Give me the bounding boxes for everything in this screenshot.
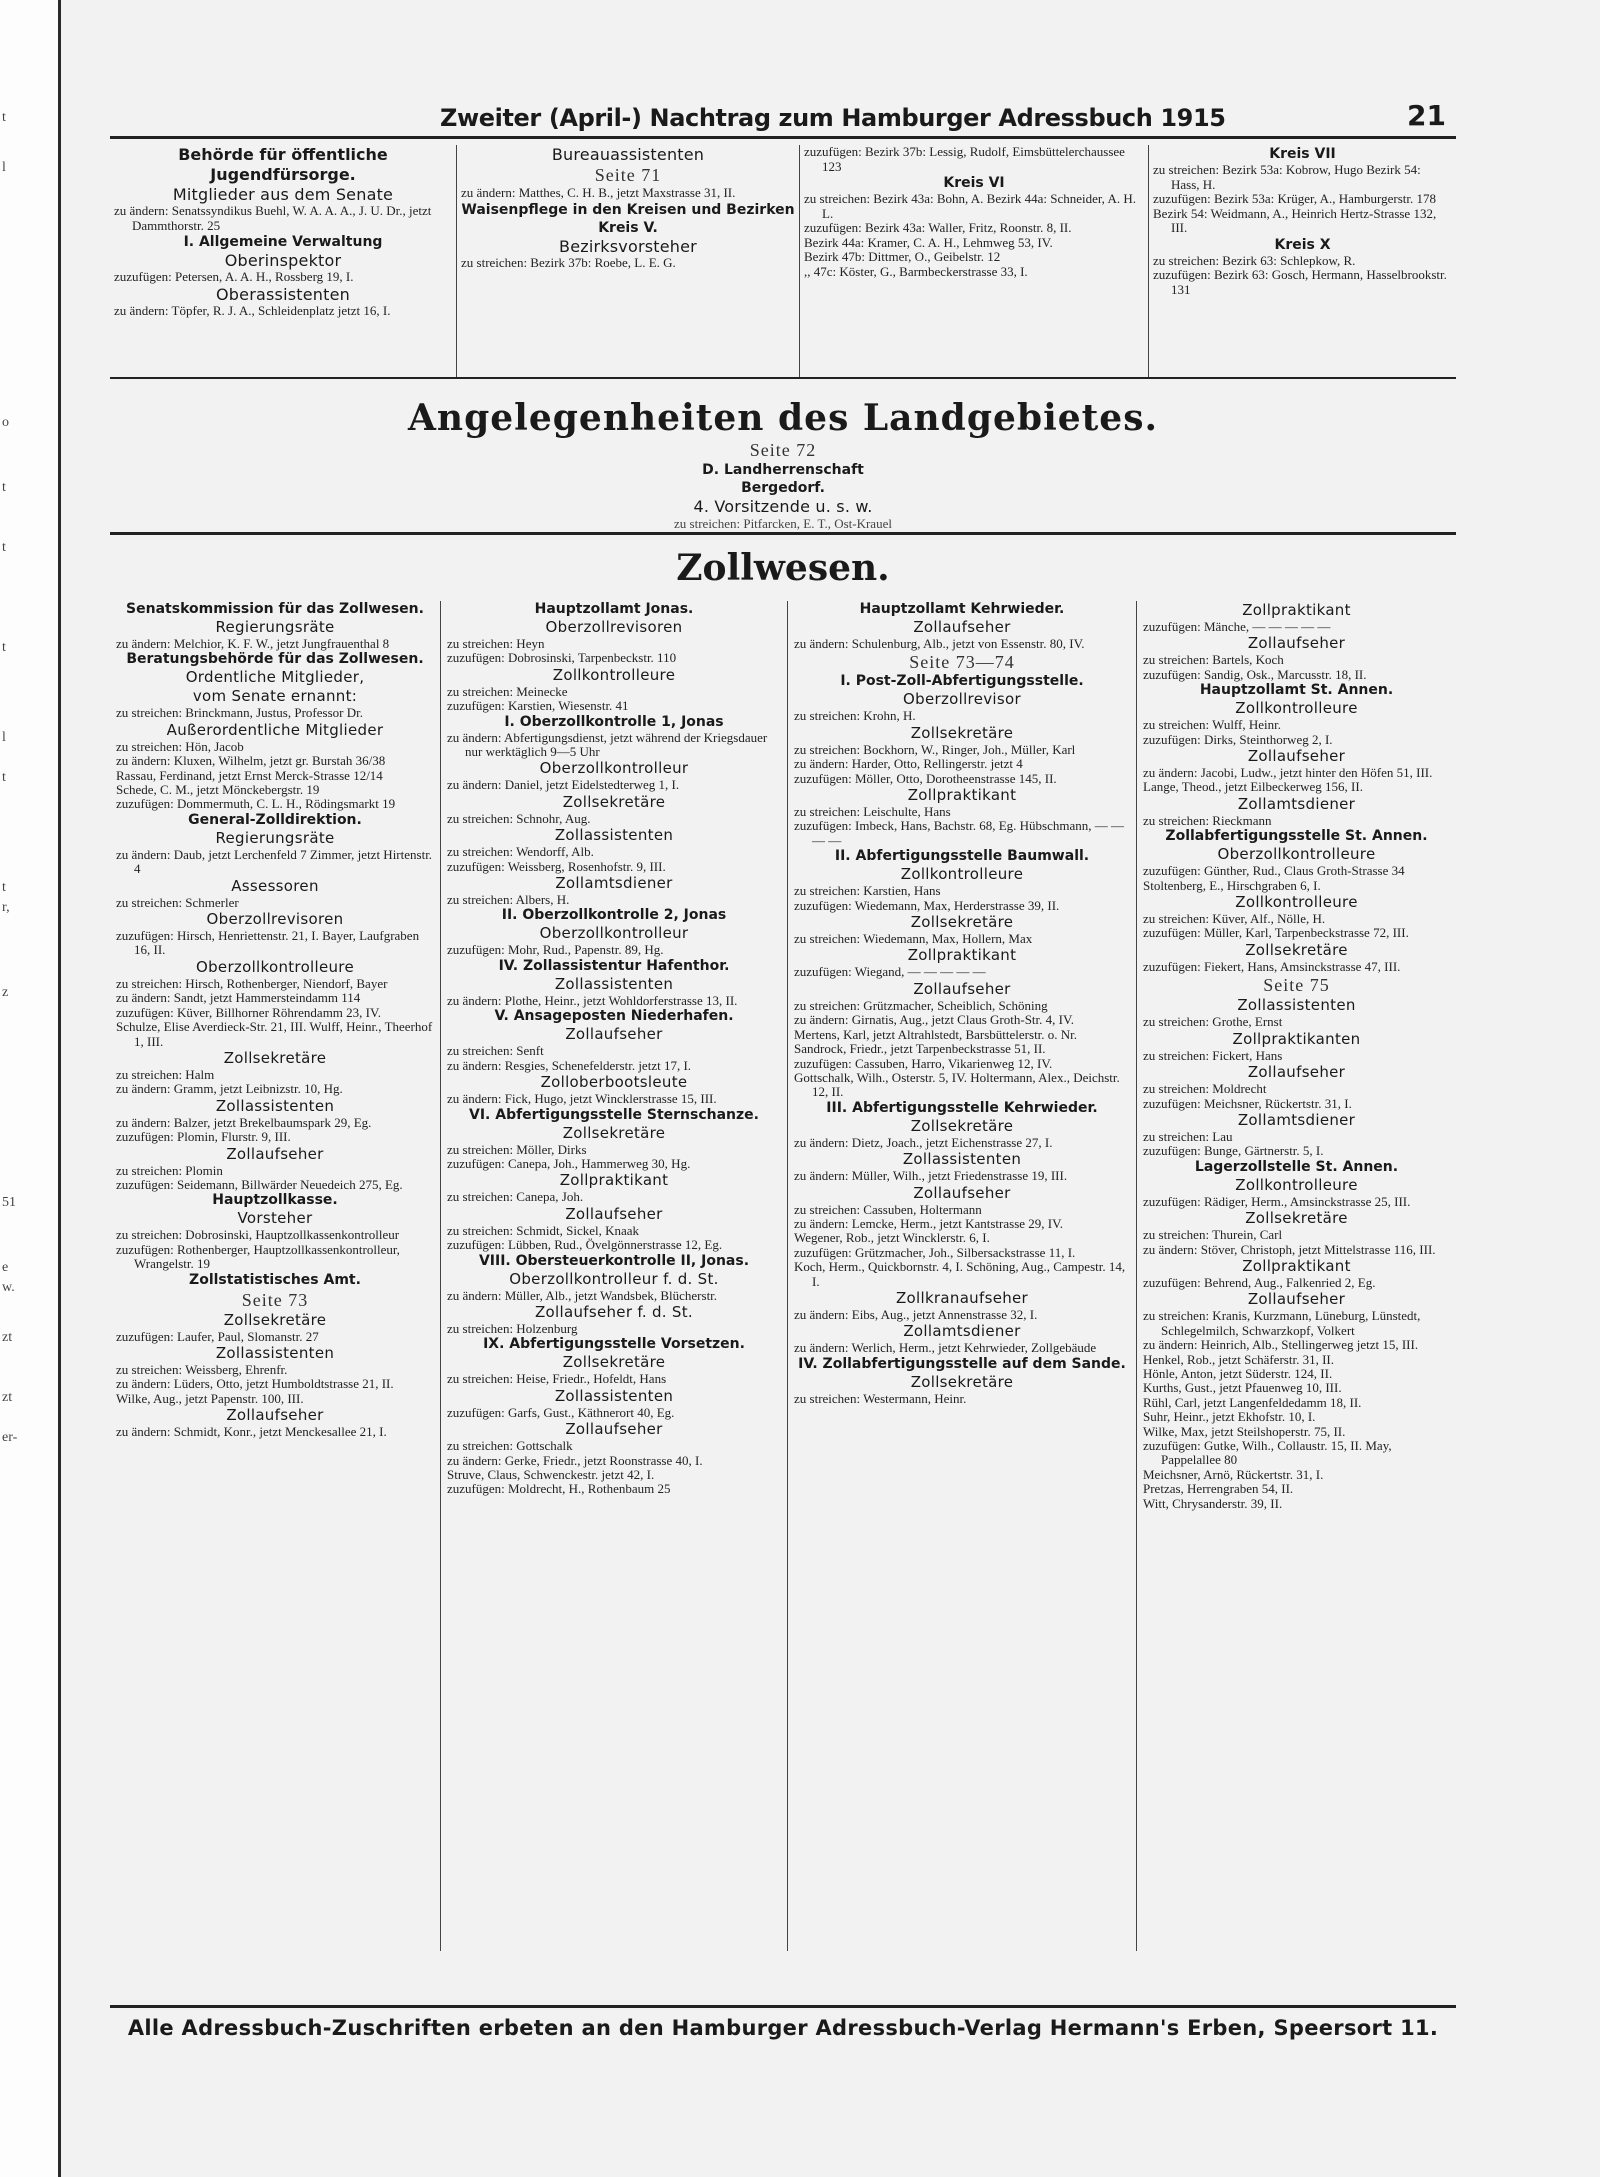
- entry: zu streichen: Bezirk 43a: Bohn, A. Bezirk 44a: Schneider, A. H. L.: [804, 191, 1136, 221]
- margin-fragment: t: [2, 480, 6, 495]
- section-heading: Hauptzollkasse.: [212, 1192, 338, 1209]
- category-heading: Zollsekretäre: [910, 913, 1014, 932]
- margin-fragment: w.: [2, 1280, 15, 1295]
- zoll-column-1: [110, 601, 441, 1951]
- section-heading: IV. Zollassistentur Hafenthor.: [498, 957, 730, 974]
- entry: zu streichen: Bartels, Koch: [1143, 652, 1284, 668]
- entry: zu ändern: Gerke, Friedr., jetzt Roonstrasse 40, I.: [447, 1452, 703, 1468]
- landgebiet-title: Angelegenheiten des Landgebietes.: [407, 397, 1159, 439]
- entry: Schede, C. M., jetzt Mönckebergstr. 19: [116, 782, 320, 798]
- entry: zu ändern: Dietz, Joach., jetzt Eichenstrasse 27, I.: [794, 1134, 1053, 1150]
- entry: zu streichen: Wendorff, Alb.: [447, 844, 594, 860]
- entry: Wegener, Rob., jetzt Wincklerstr. 6, I.: [794, 1230, 990, 1246]
- margin-fragment: r,: [2, 900, 10, 915]
- entry: zu streichen: Heyn: [447, 636, 545, 651]
- entry: zuzufügen: Meichsner, Rückertstr. 31, I.: [1143, 1095, 1352, 1111]
- entry: zuzufügen: Gutke, Wilh., Collaustr. 15, II. May, Pappelallee 80: [1143, 1438, 1392, 1468]
- entry: zu streichen: Albers, H.: [447, 892, 570, 908]
- entry: zu streichen: Thurein, Carl: [1143, 1227, 1283, 1243]
- entry: zu ändern: Senatssyndikus Buehl, W. A. A. A., J. U. Dr., jetzt Dammthorstr. 25: [114, 203, 432, 233]
- category-heading: Zollamtsdiener: [555, 874, 673, 893]
- entry: zuzufügen: Rädiger, Herm., Amsinckstrasse 25, III.: [1143, 1193, 1411, 1209]
- category-heading: Oberzollkontrolleure: [1217, 845, 1376, 864]
- entry: Wilke, Aug., jetzt Papenstr. 100, III.: [116, 1390, 304, 1406]
- entry: zu ändern: Kluxen, Wilhelm, jetzt gr. Burstah 36/38: [116, 753, 386, 769]
- entry: zuzufügen: Moldrecht, H., Rothenbaum 25: [447, 1481, 671, 1497]
- entry: zuzufügen: Petersen, A. A. H., Rossberg 19, I.: [114, 269, 354, 284]
- entry: zu ändern: Jacobi, Ludw., jetzt hinter den Höfen 51, III.: [1143, 765, 1433, 781]
- category-heading: Zollsekretäre: [223, 1048, 327, 1067]
- category-heading: Zollaufseher: [913, 1183, 1011, 1202]
- category-heading: Zollpraktikant: [1242, 1256, 1351, 1275]
- category-heading: Zollpraktikant: [907, 786, 1017, 805]
- margin-fragment: zt: [2, 1390, 13, 1405]
- category-heading: Regierungsräte: [215, 828, 335, 847]
- entry: zu streichen: Möller, Dirks: [447, 1141, 587, 1157]
- category-heading: Zollsekretäre: [1245, 1209, 1348, 1228]
- entry: zu ändern: Eibs, Aug., jetzt Annenstrasse 32, I.: [794, 1306, 1038, 1322]
- section-heading: V. Ansageposten Niederhafen.: [494, 1008, 734, 1025]
- entry: zu streichen: Gottschalk: [447, 1438, 573, 1454]
- top-column-4: [1149, 145, 1456, 377]
- landgebiet-entry: zu streichen: Pitfarcken, E. T., Ost-Krauel: [674, 516, 892, 531]
- entry: zu ändern: Müller, Wilh., jetzt Friedenstrasse 19, III.: [794, 1168, 1068, 1184]
- category-heading: Oberzollkontrolleur f. d. St.: [509, 1269, 719, 1288]
- entry: zuzufügen: Dirks, Steinthorweg 2, I.: [1143, 731, 1333, 747]
- entry: zuzufügen: Imbeck, Hans, Bachstr. 68, Eg. Hübschmann, — — — —: [794, 818, 1124, 848]
- category-heading: Zollkontrolleure: [1235, 699, 1358, 718]
- landgebiet-category: 4. Vorsitzende u. s. w.: [693, 497, 873, 516]
- section-heading: VI. Abfertigungsstelle Sternschanze.: [469, 1106, 759, 1123]
- section-heading: III. Abfertigungsstelle Kehrwieder.: [826, 1099, 1098, 1116]
- top-column-1: [110, 145, 457, 377]
- entry: zu ändern: Plothe, Heinr., jetzt Wohldorferstrasse 13, II.: [447, 992, 738, 1008]
- entry: Wilke, Max, jetzt Steilshoperstr. 75, II.: [1143, 1423, 1346, 1439]
- entry: Rassau, Ferdinand, jetzt Ernst Merck-Strasse 12/14: [116, 767, 383, 783]
- entry: zuzufügen: Laufer, Paul, Slomanstr. 27: [116, 1328, 319, 1344]
- entry: zu streichen: Westermann, Heinr.: [794, 1390, 967, 1406]
- category-heading: Zollsekretäre: [910, 1372, 1014, 1391]
- entry: zuzufügen: Bunge, Gärtnerstr. 5, I.: [1143, 1143, 1324, 1159]
- entry: Mertens, Karl, jetzt Altrahlstedt, Barsbüttelerstr. o. Nr.: [794, 1026, 1078, 1042]
- entry: zu streichen: Canepa, Joh.: [447, 1189, 584, 1205]
- entry: zuzufügen: Bezirk 37b: Lessig, Rudolf, Eimsbüttelerchaussee 123: [804, 145, 1125, 174]
- entry: Bezirk 54: Weidmann, A., Heinrich Hertz-Strasse 132, III.: [1153, 205, 1437, 235]
- entry: zu ändern: Daub, jetzt Lerchenfeld 7 Zimmer, jetzt Hirtenstr. 4: [116, 846, 433, 877]
- entry: zu ändern: Resgies, Schenefelderstr. jetzt 17, I.: [447, 1057, 692, 1073]
- entry: zu streichen: Grützmacher, Scheiblich, Schöning: [794, 997, 1048, 1013]
- entry: zu streichen: Heise, Friedr., Hofeldt, Hans: [447, 1371, 667, 1387]
- category-heading: Zollsekretäre: [562, 792, 666, 811]
- margin-fragment: t: [2, 540, 6, 555]
- category-heading: Zollaufseher: [565, 1025, 663, 1044]
- entry: zu streichen: Schnohr, Aug.: [447, 810, 591, 826]
- landgebiet-page-ref: Seite 72: [749, 440, 817, 460]
- page-ref: Seite 71: [594, 165, 662, 185]
- entry: zu streichen: Hön, Jacob: [116, 738, 244, 754]
- entry: zu ändern: Girnatis, Aug., jetzt Claus Groth-Str. 4, IV.: [794, 1012, 1074, 1028]
- entry: zu ändern: Lemcke, Herm., jetzt Kantstrasse 29, IV.: [794, 1215, 1064, 1231]
- entry: zu streichen: Bezirk 53a: Kobrow, Hugo Bezirk 54: Hass, H.: [1153, 162, 1421, 192]
- category-heading: Oberzollkontrolleur: [539, 924, 689, 943]
- entry: zu streichen: Grothe, Ernst: [1143, 1014, 1283, 1030]
- category-heading: Zollpraktikant: [907, 946, 1017, 965]
- section-heading: II. Oberzollkontrolle 2, Jonas: [501, 907, 727, 924]
- category-heading: Zollaufseher: [1247, 1290, 1346, 1309]
- zoll-column-3: [788, 601, 1137, 1951]
- category-heading: Zollaufseher: [565, 1204, 663, 1223]
- top-column-2: [457, 145, 800, 377]
- section-heading: Beratungsbehörde für das Zollwesen.: [126, 651, 424, 668]
- margin-fragment: l: [2, 160, 6, 175]
- entry: zuzufügen: Sandig, Osk., Marcusstr. 18, II.: [1143, 666, 1367, 682]
- entry: zuzufügen: Garfs, Gust., Käthnerort 40, Eg.: [447, 1404, 675, 1420]
- entry: zu streichen: Wiedemann, Max, Hollern, Max: [794, 931, 1033, 947]
- entry: zuzufügen: Bezirk 63: Gosch, Hermann, Hasselbrookstr. 131: [1153, 267, 1447, 297]
- entry: zu streichen: Weissberg, Ehrenfr.: [116, 1361, 288, 1377]
- entry: zuzufügen: Günther, Rud., Claus Groth-Strasse 34: [1143, 863, 1405, 879]
- category-heading: Zollaufseher: [1247, 634, 1346, 653]
- category-heading: Mitglieder aus dem Senate: [172, 185, 394, 204]
- entry: zu streichen: Küver, Alf., Nölle, H.: [1143, 911, 1326, 927]
- category-heading: Zollaufseher f. d. St.: [534, 1302, 694, 1321]
- entry: zuzufügen: Wiegand, — — — — —: [794, 964, 986, 980]
- entry: zu streichen: Lau: [1143, 1128, 1233, 1144]
- section-heading: Waisenpflege in den Kreisen und Bezirken: [461, 201, 795, 218]
- zoll-column-4: [1137, 601, 1456, 1951]
- entry: zu ändern: Melchior, K. F. W., jetzt Jungfrauenthal 8: [116, 636, 390, 651]
- section-heading: IV. Zollabfertigungsstelle auf dem Sande.: [798, 1355, 1126, 1372]
- category-heading: Oberassistenten: [216, 284, 350, 304]
- entry: zu streichen: Karstien, Hans: [794, 883, 941, 899]
- category-heading: Zollassistenten: [554, 974, 674, 993]
- entry: zuzufügen: Lübben, Rud., Övelgönnerstrasse 12, Eg.: [447, 1237, 723, 1253]
- category-heading: Oberzollrevisor: [903, 690, 1021, 709]
- category-heading: Oberzollkontrolleure: [196, 957, 354, 976]
- entry: zu ändern: Stöver, Christoph, jetzt Mittelstrasse 116, III.: [1143, 1241, 1436, 1257]
- top-column-3: [800, 145, 1149, 377]
- category-heading: Oberzollrevisoren: [206, 910, 344, 929]
- category-heading: Zollassistenten: [902, 1150, 1022, 1169]
- entry: zuzufügen: Canepa, Joh., Hammerweg 30, Hg.: [447, 1155, 691, 1171]
- entry: zu ändern: Müller, Alb., jetzt Wandsbek, Blücherstr.: [447, 1287, 718, 1303]
- category-heading: Zollaufseher: [913, 618, 1011, 636]
- category-heading: Zollpraktikant: [1242, 601, 1351, 619]
- category-heading: Zollpraktikanten: [1232, 1029, 1361, 1048]
- page-ref: Seite 75: [1263, 975, 1330, 996]
- section-heading: II. Abfertigungsstelle Baumwall.: [834, 848, 1090, 865]
- entry: zuzufügen: Fiekert, Hans, Amsinckstrasse 47, III.: [1143, 958, 1401, 974]
- entry: zuzufügen: Plomin, Flurstr. 9, III.: [116, 1129, 291, 1145]
- entry: zu streichen: Kranis, Kurzmann, Lüneburg, Lünstedt, Schlegelmilch, Schwarzkopf, Volkert: [1143, 1308, 1421, 1338]
- entry: Bezirk 44a: Kramer, C. A. H., Lehmweg 53, IV.: [804, 234, 1053, 250]
- category-heading: Zollsekretäre: [910, 723, 1014, 742]
- entry: Gottschalk, Wilh., Osterstr. 5, IV. Holtermann, Alex., Deichstr. 12, II.: [794, 1069, 1120, 1100]
- margin-fragment: t: [2, 640, 6, 655]
- entry: zuzufügen: Rothenberger, Hauptzollkassenkontrolleur, Wrangelstr. 19: [116, 1241, 400, 1272]
- entry: zuzufügen: Cassuben, Harro, Vikarienweg 12, IV.: [794, 1055, 1053, 1071]
- entry: zu streichen: Bockhorn, W., Ringer, Joh., Müller, Karl: [794, 741, 1076, 757]
- margin-fragment: 51: [2, 1195, 16, 1210]
- entry: zuzufügen: Bezirk 43a: Waller, Fritz, Roonstr. 8, II.: [804, 220, 1072, 235]
- section-heading: VIII. Obersteuerkontrolle II, Jonas.: [478, 1252, 750, 1269]
- category-heading: Zollpraktikant: [559, 1171, 669, 1190]
- entry: zu ändern: Sandt, jetzt Hammersteindamm 114: [116, 990, 361, 1006]
- section-heading: I. Post-Zoll-Abfertigungsstelle.: [840, 673, 1084, 690]
- section-heading: General-Zolldirektion.: [188, 811, 362, 828]
- category-heading: Bureauassistenten: [551, 145, 705, 164]
- entry: zu streichen: Brinckmann, Justus, Professor Dr.: [116, 705, 363, 721]
- entry: zuzufügen: Mohr, Rud., Papenstr. 89, Hg.: [447, 942, 664, 958]
- entry: zu streichen: Cassuben, Holtermann: [794, 1201, 982, 1217]
- entry: zuzufügen: Seidemann, Billwärder Neuedeich 275, Eg.: [116, 1176, 403, 1192]
- margin-fragment: l: [2, 730, 6, 745]
- category-heading: Zollsekretäre: [910, 1116, 1014, 1135]
- entry: zu streichen: Leischulte, Hans: [794, 804, 951, 820]
- category-heading: Zollassistenten: [554, 1386, 674, 1405]
- category-heading: Oberzollkontrolleur: [539, 759, 689, 778]
- entry: zu streichen: Plomin: [116, 1162, 223, 1178]
- entry: Sandrock, Friedr., jetzt Tarpenbeckstrasse 51, II.: [794, 1041, 1046, 1057]
- category-heading: Assessoren: [231, 876, 319, 895]
- page-number: 21: [1407, 99, 1446, 132]
- entry: zuzufügen: Wiedemann, Max, Herderstrasse 39, II.: [794, 897, 1060, 913]
- entry: zu streichen: Rieckmann: [1143, 812, 1272, 828]
- entry: Henkel, Rob., jetzt Schäferstr. 31, II.: [1143, 1351, 1334, 1367]
- entry: zuzufügen: Weissberg, Rosenhofstr. 9, III.: [447, 858, 666, 874]
- category-heading: Zollaufseher: [565, 1420, 663, 1439]
- section-heading: I. Oberzollkontrolle 1, Jonas: [504, 713, 724, 730]
- zollwesen-title: Zollwesen.: [676, 547, 890, 589]
- entry: Meichsner, Arnö, Rückertstr. 31, I.: [1143, 1466, 1324, 1482]
- margin-fragment: e: [2, 1260, 9, 1275]
- entry: zu ändern: Schulenburg, Alb., jetzt von Essenstr. 80, IV.: [794, 636, 1085, 651]
- entry: Hönle, Anton, jetzt Süderstr. 124, II.: [1143, 1365, 1333, 1381]
- entry: zuzufügen: Müller, Karl, Tarpenbeckstrasse 72, III.: [1143, 925, 1409, 941]
- category-heading: Zollsekretäre: [562, 1123, 666, 1142]
- page-ref: Seite 73: [241, 1289, 309, 1310]
- category-heading: Zollamtsdiener: [1237, 794, 1356, 813]
- section-heading: IX. Abfertigungsstelle Vorsetzen.: [483, 1336, 745, 1353]
- category-heading: Zollsekretäre: [562, 1353, 666, 1372]
- entry: Suhr, Heinr., jetzt Ekhofstr. 10, I.: [1143, 1409, 1316, 1425]
- category-heading: Zollaufseher: [226, 1406, 324, 1425]
- entry: zu ändern: Lüders, Otto, jetzt Humboldtstrasse 21, II.: [116, 1376, 394, 1392]
- entry: zu streichen: Wulff, Heinr.: [1143, 717, 1281, 733]
- entry: Koch, Herm., Quickbornstr. 4, I. Schöning, Aug., Campestr. 14, I.: [794, 1259, 1126, 1289]
- page-ref: Seite 73—74: [909, 652, 1015, 673]
- entry: Bezirk 47b: Dittmer, O., Geibelstr. 12: [804, 249, 1001, 264]
- category-heading: Zollkontrolleure: [1235, 893, 1358, 912]
- entry: zu streichen: Schmidt, Sickel, Knaak: [447, 1222, 640, 1238]
- entry: zuzufügen: Möller, Otto, Dorotheenstrasse 145, II.: [794, 770, 1057, 786]
- margin-fragment: t: [2, 110, 6, 125]
- category-heading: Zollaufseher: [226, 1144, 324, 1163]
- page: [110, 88, 1456, 1951]
- entry: zuzufügen: Hirsch, Henriettenstr. 21, I. Bayer, Laufgraben 16, II.: [116, 928, 420, 958]
- entry: zu streichen: Krohn, H.: [794, 708, 916, 724]
- entry: Witt, Chrysanderstr. 39, II.: [1143, 1495, 1283, 1511]
- entry: zu ändern: Fick, Hugo, jetzt Wincklerstrasse 15, III.: [447, 1091, 717, 1107]
- entry: Lange, Theod., jetzt Eilbeckerweg 156, II.: [1143, 779, 1363, 795]
- entry: zu streichen: Bezirk 37b: Roebe, L. E. G.: [461, 254, 676, 270]
- entry: zu streichen: Halm: [116, 1066, 215, 1082]
- category-heading: Zollkontrolleure: [552, 665, 676, 684]
- entry: zu ändern: Heinrich, Alb., Stellingerweg jetzt 15, III.: [1143, 1337, 1419, 1353]
- margin-fragment: z: [2, 985, 9, 1000]
- entry: zu ändern: Gramm, jetzt Leibnizstr. 10, Hg.: [116, 1081, 343, 1097]
- landgebiet-section: [110, 397, 1456, 535]
- entry: Pretzas, Herrengraben 54, II.: [1143, 1481, 1294, 1497]
- landgebiet-subheading-2: Bergedorf.: [741, 480, 825, 496]
- entry: zu streichen: Schmerler: [116, 894, 239, 910]
- margin-fragment: t: [2, 770, 6, 785]
- category-heading: Zollaufseher: [913, 979, 1011, 998]
- header-title: Zweiter (April-) Nachtrag zum Hamburger Adressbuch 1915: [440, 104, 1226, 132]
- entry: Kurths, Gust., jetzt Pfauenweg 10, III.: [1143, 1380, 1342, 1396]
- entry: zu streichen: Meinecke: [447, 683, 568, 699]
- section-heading: Zollabfertigungsstelle St. Annen.: [1165, 828, 1428, 845]
- publisher-footer: Alle Adressbuch-Zuschriften erbeten an den Hamburger Adressbuch-Verlag Hermann's Erben, Speersort 11.: [110, 2005, 1456, 2040]
- entry: zu streichen: Fickert, Hans: [1143, 1047, 1283, 1063]
- entry: zuzufügen: Dommermuth, C. L. H., Rödingsmarkt 19: [116, 796, 396, 812]
- entry: zu streichen: Dobrosinski, Hauptzollkassenkontrolleur: [116, 1227, 400, 1243]
- entry: zuzufügen: Mänche, — — — — —: [1143, 619, 1331, 634]
- category-heading: Regierungsräte: [215, 618, 335, 636]
- zoll-column-2: [441, 601, 788, 1951]
- entry: ,, 47c: Köster, G., Barmbeckerstrasse 33, I.: [804, 263, 1028, 279]
- section-heading: Lagerzollstelle St. Annen.: [1194, 1158, 1399, 1175]
- district-heading: Kreis V.: [598, 219, 658, 236]
- entry: zu ändern: Harder, Otto, Rellingerstr. jetzt 4: [794, 756, 1023, 772]
- category-heading: Zollkranaufseher: [895, 1288, 1029, 1307]
- entry: zuzufügen: Behrend, Aug., Falkenried 2, Eg.: [1143, 1274, 1376, 1290]
- category-heading: Zollsekretäre: [1245, 940, 1348, 959]
- category-heading: Zollkontrolleure: [1235, 1175, 1358, 1194]
- entry: zu ändern: Balzer, jetzt Brekelbaumspark 29, Eg.: [116, 1114, 372, 1130]
- entry: Rühl, Carl, jetzt Langenfeldedamm 18, II.: [1143, 1394, 1362, 1410]
- category-heading: Zollassistenten: [215, 1096, 335, 1115]
- entry: zu ändern: Matthes, C. H. B., jetzt Maxstrasse 31, II.: [461, 185, 736, 200]
- category-heading: Oberinspektor: [224, 251, 342, 270]
- landgebiet-subheading-1: D. Landherrenschaft: [702, 462, 864, 478]
- category-heading: Vorsteher: [237, 1209, 313, 1228]
- authority-heading: Behörde für öffentliche Jugendfürsorge.: [178, 145, 388, 184]
- entry: Schulze, Elise Averdieck-Str. 21, III. Wulff, Heinr., Theerhof 1, III.: [116, 1019, 433, 1049]
- entry: zuzufügen: Dobrosinski, Tarpenbeckstr. 110: [447, 650, 677, 666]
- entry: Stoltenberg, E., Hirschgraben 6, I.: [1143, 877, 1321, 893]
- entry: zuzufügen: Bezirk 53a: Krüger, A., Hamburgerstr. 178: [1153, 191, 1436, 206]
- category-heading: Zolloberbootsleute: [540, 1073, 688, 1092]
- category-heading: vom Senate ernannt:: [192, 687, 358, 706]
- category-heading: Ordentliche Mitglieder,: [185, 668, 365, 687]
- entry: zu streichen: Moldrecht: [1143, 1081, 1267, 1097]
- entry: zu ändern: Schmidt, Konr., jetzt Menckesallee 21, I.: [116, 1424, 387, 1440]
- entry: zu ändern: Daniel, jetzt Eidelstedterweg 1, I.: [447, 777, 680, 793]
- previous-page-margin: [0, 0, 61, 2177]
- category-heading: Zollkontrolleure: [900, 865, 1024, 884]
- section-heading: I. Allgemeine Verwaltung: [183, 234, 383, 250]
- entry: zuzufügen: Küver, Billhorner Röhrendamm 23, IV.: [116, 1004, 381, 1020]
- category-heading: Zollamtsdiener: [903, 1322, 1021, 1341]
- category-heading: Zollamtsdiener: [1237, 1110, 1356, 1129]
- category-heading: Zollassistenten: [215, 1343, 335, 1362]
- margin-fragment: t: [2, 880, 6, 895]
- entry: zu ändern: Abfertigungsdienst, jetzt während der Kriegsdauer nur werktäglich 9—5 Uhr: [447, 729, 768, 760]
- entry: zuzufügen: Karstien, Wiesenstr. 41: [447, 698, 629, 714]
- entry: zu ändern: Werlich, Herm., jetzt Kehrwieder, Zollgebäude: [794, 1340, 1097, 1356]
- top-section: [110, 145, 1456, 379]
- margin-fragment: zt: [2, 1330, 13, 1345]
- margin-fragment: o: [2, 415, 9, 430]
- category-heading: Zollaufseher: [1247, 1063, 1346, 1082]
- district-heading: Kreis VI: [943, 175, 1005, 191]
- page-header: [110, 88, 1456, 139]
- entry: zu streichen: Hirsch, Rothenberger, Niendorf, Bayer: [116, 975, 388, 991]
- district-heading: Kreis VII: [1269, 146, 1336, 162]
- entry: Struve, Claus, Schwenckestr. jetzt 42, I.: [447, 1466, 655, 1482]
- category-heading: Zollassistenten: [1237, 996, 1356, 1015]
- entry: zu streichen: Bezirk 63: Schlepkow, R.: [1153, 252, 1356, 268]
- margin-fragment: er-: [2, 1430, 18, 1445]
- section-heading: Hauptzollamt Jonas.: [534, 601, 694, 617]
- district-heading: Kreis X: [1274, 236, 1331, 253]
- section-heading: Hauptzollamt Kehrwieder.: [859, 601, 1065, 617]
- category-heading: Bezirksvorsteher: [559, 236, 697, 256]
- category-heading: Außerordentliche Mitglieder: [166, 720, 384, 739]
- category-heading: Zollassistenten: [554, 826, 674, 845]
- category-heading: Oberzollrevisoren: [545, 618, 683, 636]
- entry: zu streichen: Holzenburg: [447, 1320, 578, 1336]
- section-heading: Senatskommission für das Zollwesen.: [126, 601, 424, 617]
- entry: zuzufügen: Grützmacher, Joh., Silbersackstrasse 11, I.: [794, 1244, 1076, 1260]
- zollwesen-columns: [110, 601, 1456, 1951]
- section-heading: Hauptzollamt St. Annen.: [1199, 682, 1394, 699]
- category-heading: Zollaufseher: [1247, 747, 1346, 766]
- category-heading: Zollsekretäre: [223, 1310, 327, 1329]
- entry: zu ändern: Töpfer, R. J. A., Schleidenplatz jetzt 16, I.: [114, 302, 391, 318]
- section-heading: Zollstatistisches Amt.: [189, 1271, 361, 1288]
- entry: zu streichen: Senft: [447, 1043, 544, 1059]
